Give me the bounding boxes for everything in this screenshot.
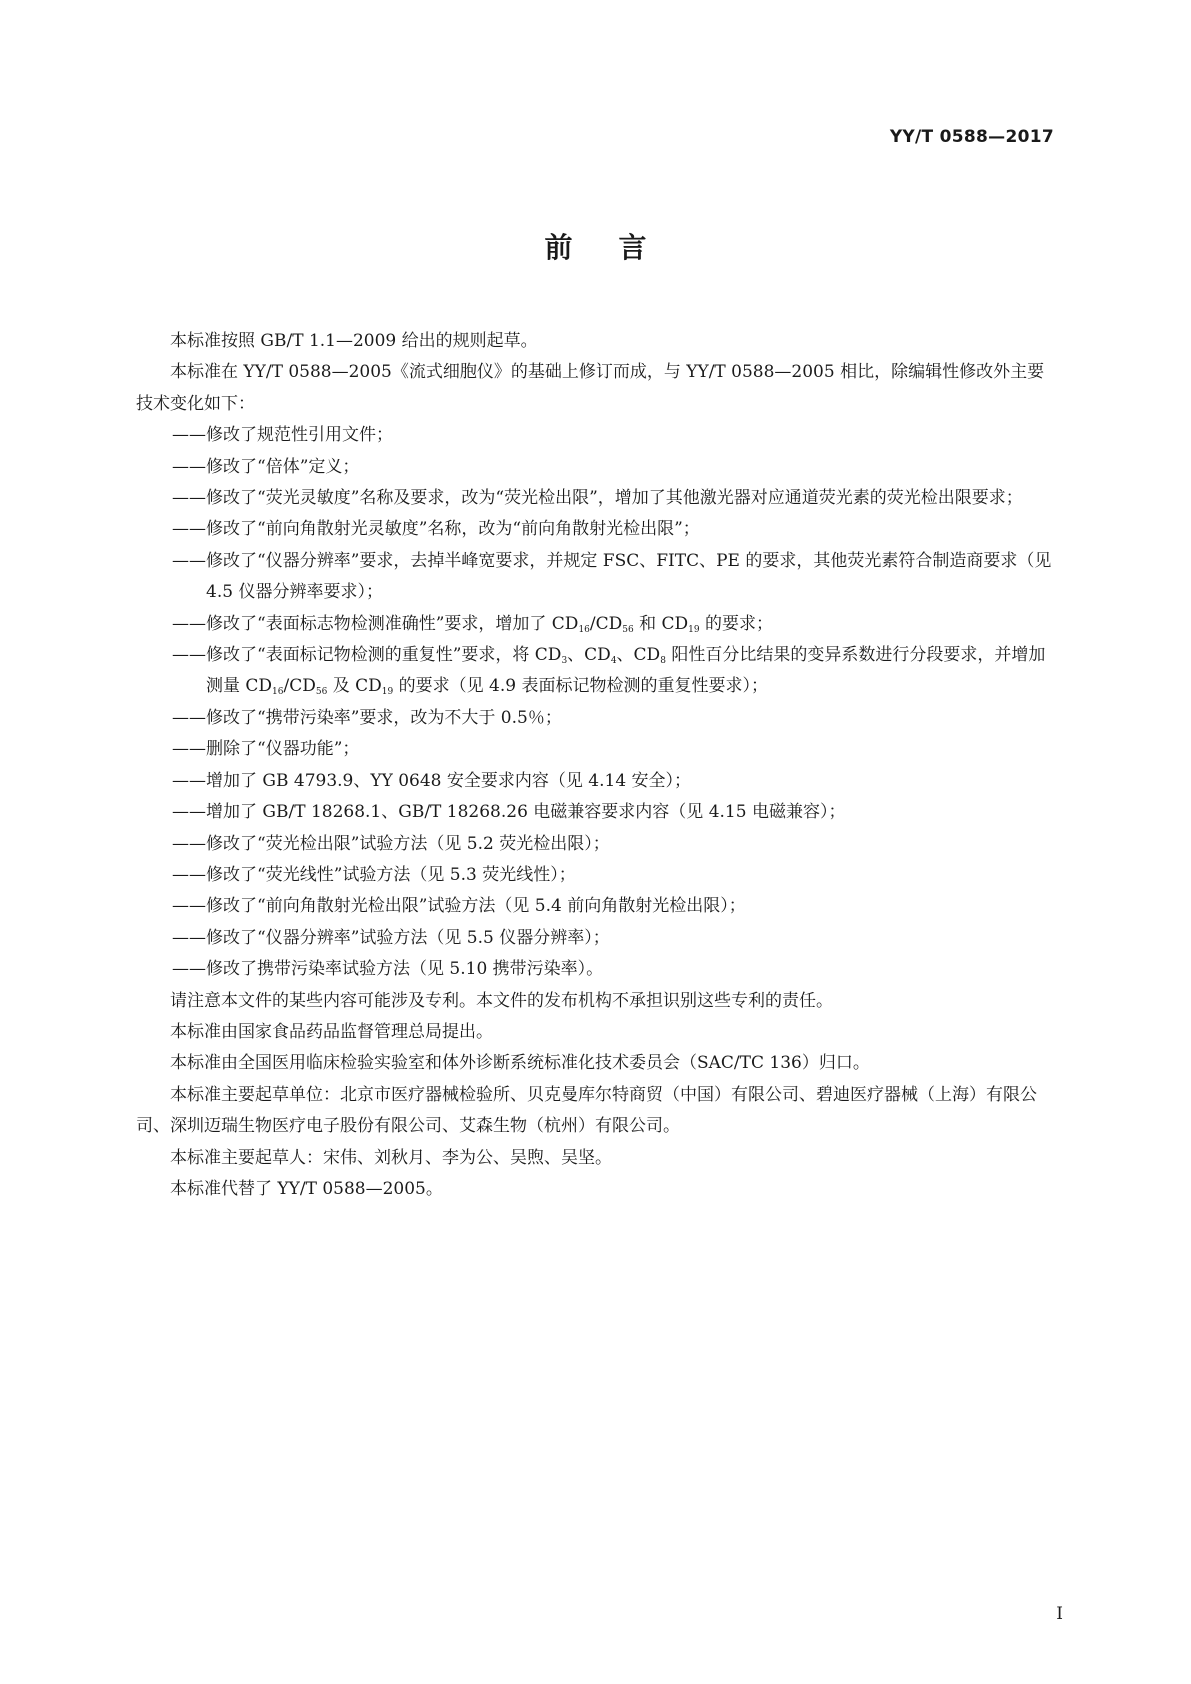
list-item: ——修改了“荧光检出限”试验方法（见 5.2 荧光检出限）；	[136, 829, 1056, 860]
page-number: I	[1056, 1604, 1063, 1624]
list-item: ——删除了“仪器功能”；	[136, 734, 1056, 765]
list-dash: ——	[172, 519, 206, 540]
list-dash: ——	[172, 864, 206, 885]
list-item: ——修改了“仪器分辨率”试验方法（见 5.5 仪器分辨率）；	[136, 923, 1056, 954]
list-dash: ——	[172, 833, 206, 854]
list-dash: ——	[172, 802, 206, 823]
paragraph: 本标准在 YY/T 0588—2005《流式细胞仪》的基础上修订而成，与 YY/T 0588—2005 相比，除编辑性修改外主要技术变化如下：	[136, 362, 1045, 414]
foreword-body	[136, 326, 1056, 1205]
list-dash: ——	[172, 707, 206, 728]
list-dash: ——	[172, 613, 206, 634]
list-item: ——修改了携带污染率试验方法（见 5.10 携带污染率）。	[136, 954, 1056, 985]
document-id: YY/T 0588—2017	[889, 127, 1054, 147]
list-item: ——修改了“荧光灵敏度”名称及要求，改为“荧光检出限”，增加了其他激光器对应通道荧光素的荧光检出限要求；	[136, 483, 1056, 514]
list-item: ——修改了“仪器分辨率”要求，去掉半峰宽要求，并规定 FSC、FITC、PE 的要求，其他荧光素符合制造商要求（见 4.5 仪器分辨率要求）；	[136, 546, 1056, 609]
paragraph: 本标准由国家食品药品监督管理总局提出。	[170, 1021, 493, 1042]
list-dash: ——	[172, 896, 206, 917]
list-dash: ——	[172, 927, 206, 948]
list-item: ——修改了“前向角散射光灵敏度”名称，改为“前向角散射光检出限”；	[136, 514, 1056, 545]
paragraph: 请注意本文件的某些内容可能涉及专利。本文件的发布机构不承担识别这些专利的责任。	[170, 990, 833, 1011]
list-dash: ——	[172, 645, 206, 666]
paragraph: 本标准代替了 YY/T 0588—2005。	[170, 1178, 443, 1199]
list-item: ——增加了 GB 4793.9、YY 0648 安全要求内容（见 4.14 安全）；	[136, 766, 1056, 797]
paragraph: 本标准按照 GB/T 1.1—2009 给出的规则起草。	[170, 331, 538, 351]
list-item: ——修改了“表面标记物检测的重复性”要求，将 $CD_3$、$CD_4$、$CD_8$ 阳性百分比结果的变异系数进行分段要求，并增加测量 $CD_{16}/CD_{56}$ 及 $CD_{19}$ 的要求（见 4.9 表面标记物检测的重复性要求）；	[136, 640, 1056, 703]
list-dash: ——	[172, 739, 206, 760]
changes-list	[136, 420, 1056, 985]
list-dash: ——	[172, 770, 206, 791]
page-title: 前言	[544, 231, 693, 264]
list-dash: ——	[172, 456, 206, 477]
paragraph: 本标准主要起草单位：北京市医疗器械检验所、贝克曼库尔特商贸（中国）有限公司、碧迪医疗器械（上海）有限公司、深圳迈瑞生物医疗电子股份有限公司、艾森生物（杭州）有限公司。	[136, 1084, 1037, 1137]
list-item: ——修改了“表面标志物检测准确性”要求，增加了 $CD_{16}/CD_{56}$ 和 $CD_{19}$ 的要求；	[136, 609, 1056, 640]
list-item: ——增加了 GB/T 18268.1、GB/T 18268.26 电磁兼容要求内容（见 4.15 电磁兼容）；	[136, 797, 1056, 828]
list-dash: ——	[172, 488, 206, 509]
list-item: ——修改了“倍体”定义；	[136, 452, 1056, 483]
list-item: ——修改了“携带污染率”要求，改为不大于 0.5％；	[136, 703, 1056, 734]
paragraph: 本标准主要起草人：宋伟、刘秋月、李为公、吴煦、吴坚。	[170, 1147, 612, 1168]
list-item: ——修改了“荧光线性”试验方法（见 5.3 荧光线性）；	[136, 860, 1056, 891]
paragraph: 本标准由全国医用临床检验实验室和体外诊断系统标准化技术委员会（SAC/TC 136）归口。	[170, 1053, 870, 1074]
list-dash: ——	[172, 425, 206, 446]
list-dash: ——	[172, 550, 206, 571]
list-item: ——修改了规范性引用文件；	[136, 420, 1056, 451]
list-dash: ——	[172, 959, 206, 980]
list-item: ——修改了“前向角散射光检出限”试验方法（见 5.4 前向角散射光检出限）；	[136, 891, 1056, 922]
